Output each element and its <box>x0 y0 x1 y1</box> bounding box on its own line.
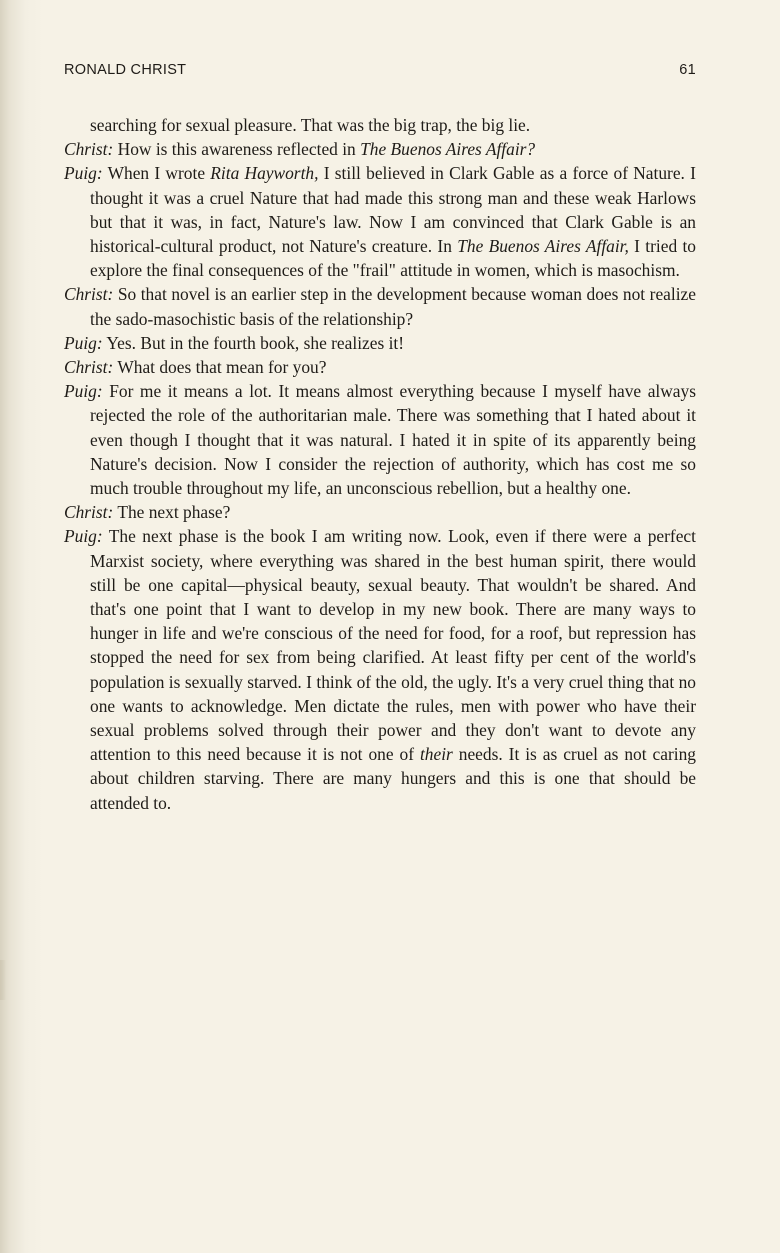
interview-paragraph <box>64 331 696 355</box>
paragraph-text: Yes. But in the fourth book, she realizes it! <box>106 332 405 353</box>
italic-title-text: Rita Hayworth, <box>210 163 319 184</box>
speaker-label: Puig: <box>64 381 103 402</box>
page-number: 61 <box>679 62 696 78</box>
running-head-author: RONALD CHRIST <box>64 62 187 78</box>
paragraph-text: I still believed in Clark Gable as a force of Nature. I thought it was a cruel Nature that had made this strong man and these weak Harlows but that it was, in fact, Nature's law. Now I am convinced that Clark Gable is an historical-cultural product, not Nature's creature. In <box>90 163 696 257</box>
paragraph-text: searching for sexual pleasure. That was the big trap, the big lie. <box>90 115 531 135</box>
interview-paragraph <box>64 379 696 500</box>
paragraph-text: The next phase is the book I am writing now. Look, even if there were a perfect Marxist society, where everything was shared in the best human spirit, there would still be one capital—physical beauty, sexual beauty. That wouldn't be shared. And that's one point that I want to develop in my new book. There are many ways to hunger in life and we're conscious of the need for food, for a roof, but repression has stopped the need for sex from being clarified. At least fifty per cent of the world's population is sexually starved. I think of the old, the ugly. It's a very cruel thing that no one wants to acknowledge. Men dictate the rules, men with power who have their sexual problems solved through their power and they don't want to devote any attention to this need because it is not one of <box>90 526 696 765</box>
interview-paragraph <box>64 161 696 282</box>
paragraph-text: The next phase? <box>117 502 231 523</box>
interview-paragraph <box>64 282 696 330</box>
paragraph-text: So that novel is an earlier step in the development because woman does not realize the sado-masochistic basis of the relationship? <box>90 284 696 329</box>
interview-paragraph <box>64 137 696 161</box>
speaker-label: Puig: <box>64 526 103 547</box>
interview-paragraph <box>64 113 696 137</box>
italic-title-text: The Buenos Aires Affair? <box>360 139 536 160</box>
speaker-label: Christ: <box>64 357 114 378</box>
interview-paragraph <box>64 500 696 524</box>
speaker-label: Puig: <box>64 332 103 353</box>
paragraph-text: What does that mean for you? <box>117 357 327 378</box>
interview-paragraph <box>64 524 696 814</box>
interview-text <box>64 113 696 815</box>
italic-title-text: their <box>419 744 453 765</box>
paragraph-text: How is this awareness reflected in <box>117 139 361 160</box>
italic-title-text: The Buenos Aires Affair, <box>457 236 629 257</box>
paragraph-text: needs. It is as cruel as not caring about children starving. There are many hungers and this is one that should be attended to. <box>90 744 696 813</box>
speaker-label: Puig: <box>64 163 103 184</box>
speaker-label: Christ: <box>64 139 114 160</box>
speaker-label: Christ: <box>64 502 114 523</box>
running-head <box>64 62 696 82</box>
paragraph-text: For me it means a lot. It means almost everything because I myself have always rejected the role of the authoritarian male. There was something that I hated about it even though I thought that it was natural. I hated it in spite of its apparently being Nature's decision. Now I consider the rejection of authority, which has cost me so much trouble throughout my life, an unconscious rebellion, but a healthy one. <box>90 381 696 499</box>
page-gutter-shadow <box>0 960 6 1000</box>
speaker-label: Christ: <box>64 284 114 305</box>
interview-paragraph <box>64 355 696 379</box>
paragraph-text: When I wrote <box>107 163 211 184</box>
paragraph-text: I tried to explore the final consequences of the "frail" attitude in women, which is masochism. <box>90 236 696 281</box>
